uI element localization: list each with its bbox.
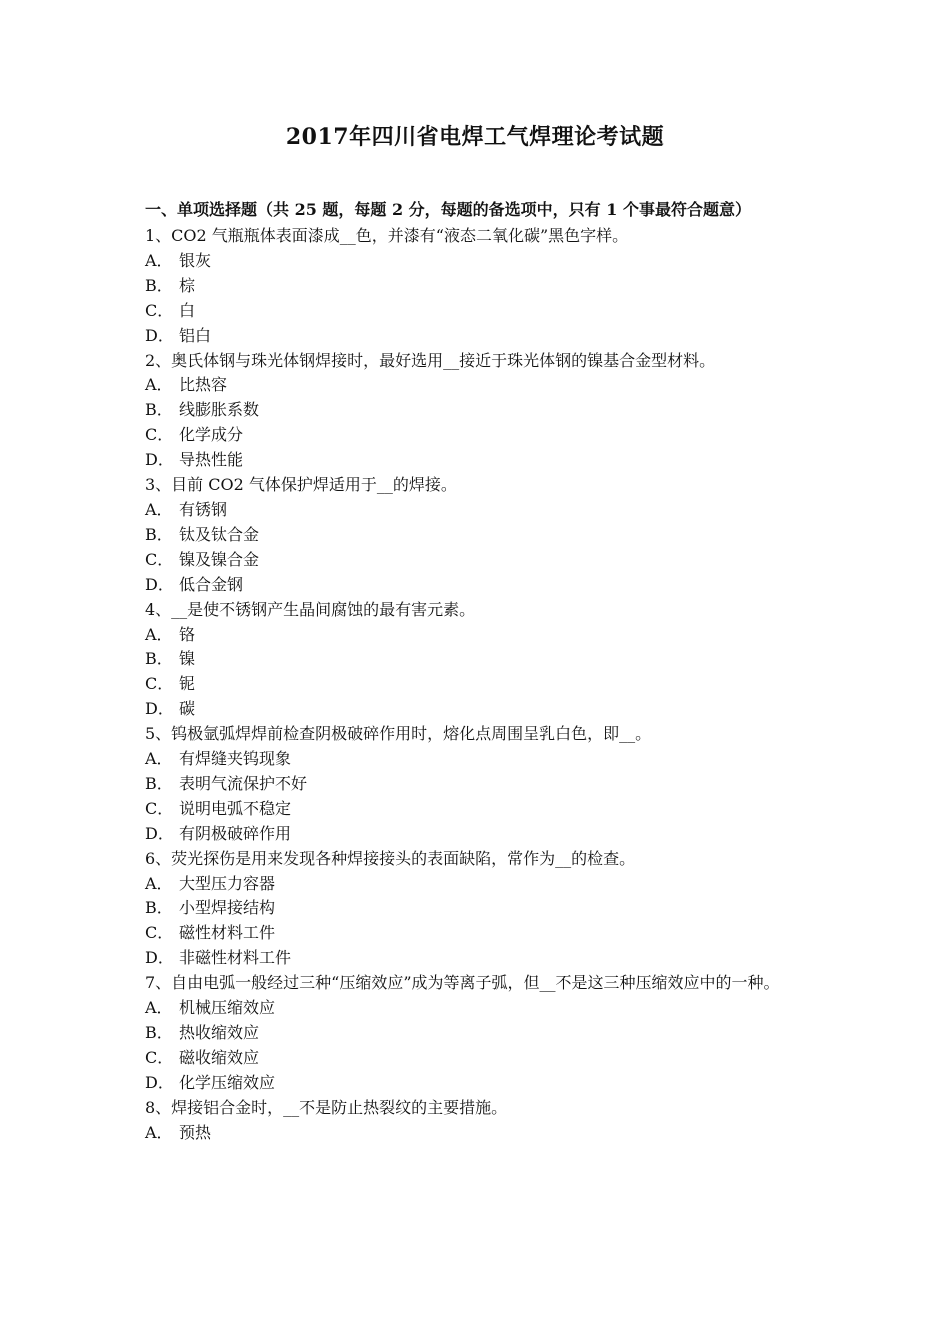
option-letter: B． [145, 524, 173, 544]
answer-option [145, 623, 810, 648]
option-letter: C． [145, 674, 174, 694]
option-letter: D． [145, 450, 174, 470]
answer-option [145, 946, 810, 971]
option-text: 导热性能 [179, 450, 244, 470]
answer-option [145, 747, 810, 772]
answer-option [145, 996, 810, 1021]
option-text: 比热容 [179, 375, 228, 395]
question-item [145, 1096, 810, 1146]
option-text: 钛及钛合金 [179, 524, 260, 544]
question-stem: 3、目前 CO2 气体保护焊适用于__的焊接。 [145, 475, 457, 495]
option-letter: C． [145, 923, 174, 943]
answer-option [145, 797, 810, 822]
answer-option [145, 324, 810, 349]
answer-option [145, 772, 810, 797]
document-title: 2017年四川省电焊工气焊理论考试题 [285, 124, 665, 150]
answer-option [145, 423, 810, 448]
option-text: 白 [179, 300, 196, 320]
option-letter: A． [145, 624, 173, 644]
option-text: 有阴极破碎作用 [179, 823, 292, 843]
answer-option [145, 299, 810, 324]
question-item [145, 349, 810, 474]
question-stem: 4、__是使不锈钢产生晶间腐蚀的最有害元素。 [145, 599, 476, 619]
option-text: 线膨胀系数 [179, 400, 260, 420]
option-letter: B． [145, 649, 173, 669]
answer-option [145, 523, 810, 548]
option-text: 机械压缩效应 [179, 998, 276, 1018]
option-letter: A． [145, 250, 173, 270]
answer-option [145, 1071, 810, 1096]
question-stem: 8、焊接铝合金时，__不是防止热裂纹的主要措施。 [145, 1097, 508, 1117]
question-item [145, 473, 810, 598]
option-letter: D． [145, 823, 174, 843]
option-letter: A． [145, 998, 173, 1018]
option-text: 铌 [179, 674, 196, 694]
option-letter: A． [145, 873, 173, 893]
question-item [145, 847, 810, 972]
question-item [145, 224, 810, 349]
answer-option [145, 921, 810, 946]
option-letter: C． [145, 425, 174, 445]
option-text: 热收缩效应 [179, 1023, 260, 1042]
question-list [145, 224, 810, 1146]
answer-option [145, 249, 810, 274]
question-item [145, 598, 810, 723]
answer-option [145, 647, 810, 672]
answer-option [145, 697, 810, 722]
answer-option [145, 573, 810, 598]
answer-option [145, 548, 810, 573]
option-letter: C． [145, 798, 174, 818]
option-letter: D． [145, 948, 174, 968]
option-letter: A． [145, 749, 173, 769]
option-letter: A． [145, 499, 173, 519]
document-body [145, 198, 810, 1146]
option-text: 有锈钢 [179, 499, 228, 519]
option-text: 预热 [179, 1122, 212, 1142]
answer-option [145, 896, 810, 921]
option-text: 镍及镍合金 [179, 549, 260, 569]
option-text: 低合金钢 [179, 574, 244, 594]
question-item [145, 971, 810, 1096]
question-stem: 2、奥氏体钢与珠光体钢焊接时，最好选用__接近于珠光体钢的镍基合金型材料。 [145, 350, 716, 370]
question-stem: 6、荧光探伤是用来发现各种焊接接头的表面缺陷，常作为__的检查。 [145, 848, 636, 868]
option-letter: C． [145, 300, 174, 320]
answer-option [145, 373, 810, 398]
option-text: 表明气流保护不好 [179, 773, 308, 793]
question-stem: 5、钨极氩弧焊焊前检查阴极破碎作用时，熔化点周围呈乳白色，即__。 [145, 724, 652, 744]
answer-option [145, 822, 810, 847]
option-text: 碳 [179, 699, 196, 719]
option-letter: D． [145, 574, 174, 594]
option-letter: A． [145, 1122, 173, 1142]
option-text: 大型压力容器 [179, 873, 276, 893]
answer-option [145, 672, 810, 697]
option-letter: B． [145, 1023, 173, 1042]
option-letter: D． [145, 699, 174, 719]
answer-option [145, 274, 810, 299]
option-text: 有焊缝夹钨现象 [179, 749, 292, 769]
option-text: 磁性材料工件 [179, 923, 276, 943]
option-text: 银灰 [179, 250, 212, 270]
option-letter: B． [145, 400, 173, 420]
option-letter: A． [145, 375, 173, 395]
question-stem: 1、CO2 气瓶瓶体表面漆成__色，并漆有“液态二氧化碳”黑色字样。 [145, 226, 629, 245]
option-text: 化学成分 [179, 425, 244, 445]
answer-option [145, 1021, 810, 1046]
question-stem: 7、自由电弧一般经过三种“压缩效应”成为等离子弧，但__不是这三种压缩效应中的一种。 [145, 973, 780, 993]
option-text: 非磁性材料工件 [179, 948, 292, 968]
option-text: 镍 [179, 649, 196, 669]
option-text: 化学压缩效应 [179, 1072, 276, 1092]
option-letter: D． [145, 325, 174, 345]
answer-option [145, 1046, 810, 1071]
answer-option [145, 398, 810, 423]
option-text: 说明电弧不稳定 [179, 798, 292, 818]
option-text: 小型焊接结构 [179, 898, 276, 918]
question-item [145, 722, 810, 847]
option-text: 铬 [179, 624, 196, 644]
answer-option [145, 1121, 810, 1146]
answer-option [145, 872, 810, 897]
option-text: 棕 [179, 275, 196, 295]
option-text: 铝白 [179, 325, 212, 345]
option-text: 磁收缩效应 [179, 1047, 260, 1067]
option-letter: D． [145, 1072, 174, 1092]
answer-option [145, 498, 810, 523]
section-heading: 一、单项选择题（共 25 题，每题 2 分，每题的备选项中，只有 1 个事最符合题意） [145, 200, 751, 219]
answer-option [145, 448, 810, 473]
option-letter: C． [145, 549, 174, 569]
option-letter: B． [145, 275, 173, 295]
option-letter: B． [145, 898, 173, 918]
option-letter: C． [145, 1047, 174, 1067]
option-letter: B． [145, 773, 173, 793]
